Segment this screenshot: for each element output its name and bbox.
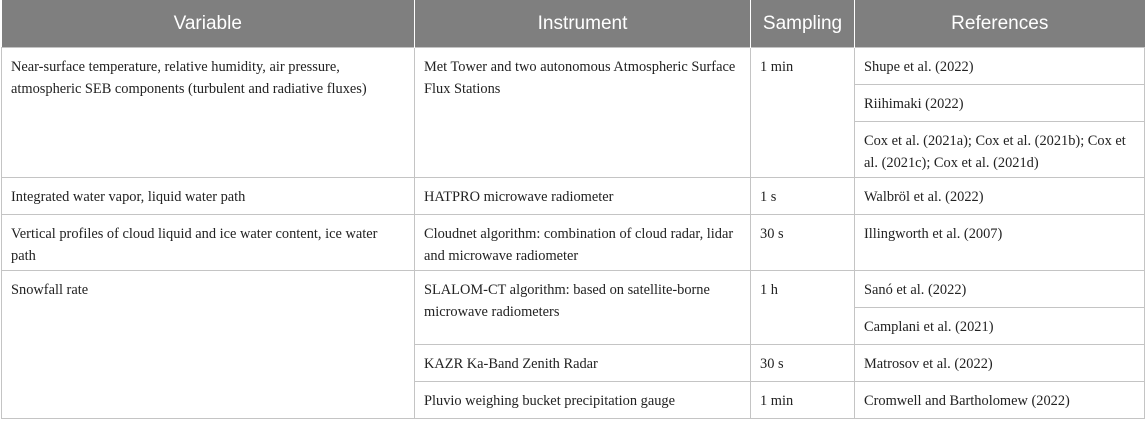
instrument-cell: HATPRO microwave radiometer bbox=[415, 178, 751, 215]
sampling-cell: 30 s bbox=[751, 215, 855, 271]
reference-cell: Illingworth et al. (2007) bbox=[855, 215, 1145, 271]
sampling-cell: 1 h bbox=[751, 271, 855, 345]
header-row bbox=[2, 0, 1145, 48]
table-row bbox=[2, 271, 1145, 308]
reference-cell: Camplani et al. (2021) bbox=[855, 308, 1145, 345]
table-row bbox=[2, 178, 1145, 215]
sampling-cell: 30 s bbox=[751, 345, 855, 382]
reference-cell: Walbröl et al. (2022) bbox=[855, 178, 1145, 215]
header-variable: Variable bbox=[2, 0, 415, 48]
table-row bbox=[2, 48, 1145, 85]
sampling-cell: 1 min bbox=[751, 48, 855, 178]
variable-cell: Near-surface temperature, relative humidity, air pressure, atmospheric SEB components (turbulent and radiative fluxes) bbox=[2, 48, 415, 178]
variable-cell: Vertical profiles of cloud liquid and ice water content, ice water path bbox=[2, 215, 415, 271]
reference-cell: Cromwell and Bartholomew (2022) bbox=[855, 382, 1145, 419]
instrument-cell: Met Tower and two autonomous Atmospheric Surface Flux Stations bbox=[415, 48, 751, 178]
sampling-cell: 1 min bbox=[751, 382, 855, 419]
reference-cell: Riihimaki (2022) bbox=[855, 85, 1145, 122]
instrument-cell: KAZR Ka-Band Zenith Radar bbox=[415, 345, 751, 382]
reference-cell: Shupe et al. (2022) bbox=[855, 48, 1145, 85]
variable-cell: Integrated water vapor, liquid water path bbox=[2, 178, 415, 215]
reference-cell: Sanó et al. (2022) bbox=[855, 271, 1145, 308]
header-references: References bbox=[855, 0, 1145, 48]
instrument-cell: SLALOM-CT algorithm: based on satellite-borne microwave radiometers bbox=[415, 271, 751, 345]
sampling-cell: 1 s bbox=[751, 178, 855, 215]
header-instrument: Instrument bbox=[415, 0, 751, 48]
instrument-cell: Cloudnet algorithm: combination of cloud radar, lidar and microwave radiometer bbox=[415, 215, 751, 271]
reference-cell: Cox et al. (2021a); Cox et al. (2021b); Cox et al. (2021c); Cox et al. (2021d) bbox=[855, 122, 1145, 178]
instrument-cell: Pluvio weighing bucket precipitation gauge bbox=[415, 382, 751, 419]
data-table bbox=[1, 0, 1145, 419]
reference-cell: Matrosov et al. (2022) bbox=[855, 345, 1145, 382]
header-sampling: Sampling bbox=[751, 0, 855, 48]
variable-cell: Snowfall rate bbox=[2, 271, 415, 419]
table-row bbox=[2, 215, 1145, 271]
